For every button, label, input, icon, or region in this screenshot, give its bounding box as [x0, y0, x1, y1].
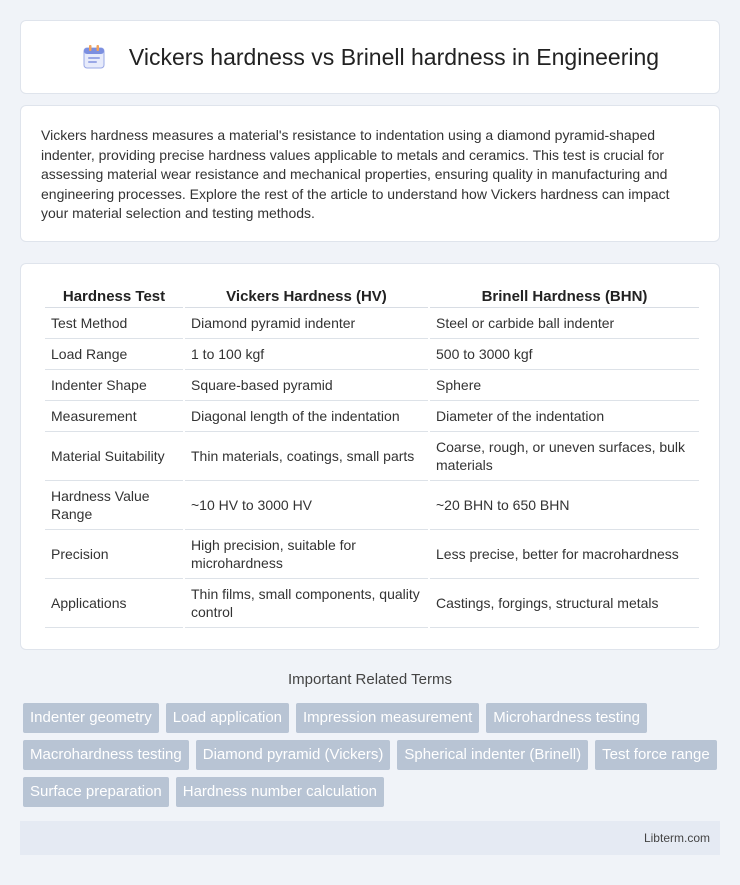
table-cell: Precision [45, 530, 183, 579]
table-cell: 500 to 3000 kgf [430, 339, 699, 370]
related-term-tag[interactable]: Indenter geometry [23, 703, 159, 733]
comparison-table-card [20, 263, 720, 650]
table-cell: ~20 BHN to 650 BHN [430, 481, 699, 530]
table-row [45, 370, 699, 401]
related-terms-title: Important Related Terms [288, 671, 452, 688]
table-row [45, 308, 699, 339]
table-cell: Square-based pyramid [185, 370, 428, 401]
intro-card [20, 105, 720, 242]
table-cell: Thin films, small components, quality control [185, 579, 428, 628]
related-term-tag[interactable]: Surface preparation [23, 777, 169, 807]
table-row [45, 530, 699, 579]
column-header: Vickers Hardness (HV) [185, 286, 428, 308]
table-cell: Diameter of the indentation [430, 401, 699, 432]
table-cell: Castings, forgings, structural metals [430, 579, 699, 628]
related-term-tag[interactable]: Load application [166, 703, 289, 733]
table-cell: Load Range [45, 339, 183, 370]
related-term-tag[interactable]: Test force range [595, 740, 717, 770]
table-cell: Thin materials, coatings, small parts [185, 432, 428, 481]
table-cell: 1 to 100 kgf [185, 339, 428, 370]
footer [20, 821, 720, 855]
footer-brand-link[interactable]: Libterm.com [643, 831, 710, 845]
table-cell: Test Method [45, 308, 183, 339]
table-row [45, 339, 699, 370]
table-cell: High precision, suitable for microhardness [185, 530, 428, 579]
page-title: Vickers hardness vs Brinell hardness in Engineering [128, 43, 660, 70]
table-header-row [45, 286, 699, 308]
table-cell: Hardness Value Range [45, 481, 183, 530]
table-cell: Applications [45, 579, 183, 628]
column-header: Hardness Test [45, 286, 183, 308]
column-header: Brinell Hardness (BHN) [430, 286, 699, 308]
table-cell: Diagonal length of the indentation [185, 401, 428, 432]
table-cell: Steel or carbide ball indenter [430, 308, 699, 339]
table-cell: Material Suitability [45, 432, 183, 481]
table-cell: Sphere [430, 370, 699, 401]
table-row [45, 481, 699, 530]
document-icon [81, 44, 107, 70]
related-term-tag[interactable]: Hardness number calculation [176, 777, 384, 807]
related-term-tag[interactable]: Microhardness testing [486, 703, 647, 733]
related-term-tag[interactable]: Diamond pyramid (Vickers) [196, 740, 391, 770]
table-cell: Less precise, better for macrohardness [430, 530, 699, 579]
table-row [45, 432, 699, 481]
related-term-tag[interactable]: Spherical indenter (Brinell) [397, 740, 588, 770]
related-term-tag[interactable]: Impression measurement [296, 703, 479, 733]
comparison-table [43, 286, 701, 628]
table-row [45, 579, 699, 628]
table-cell: Measurement [45, 401, 183, 432]
related-term-tag[interactable]: Macrohardness testing [23, 740, 189, 770]
table-cell: Coarse, rough, or uneven surfaces, bulk materials [430, 432, 699, 481]
intro-text: Vickers hardness measures a material's resistance to indentation using a diamond pyramid-shaped indenter, providing precise hardness values applicable to metals and ceramics. This test is crucial for assessing material wear resistance and mechanical properties, ensuring quality in manufacturing and engineering processes. Explore the rest of the article to understand how Vickers hardness can impact your material selection and testing methods. [41, 127, 670, 222]
table-cell: ~10 HV to 3000 HV [185, 481, 428, 530]
title-card [20, 20, 720, 94]
table-cell: Diamond pyramid indenter [185, 308, 428, 339]
table-cell: Indenter Shape [45, 370, 183, 401]
table-row [45, 401, 699, 432]
related-terms-list [23, 703, 723, 807]
